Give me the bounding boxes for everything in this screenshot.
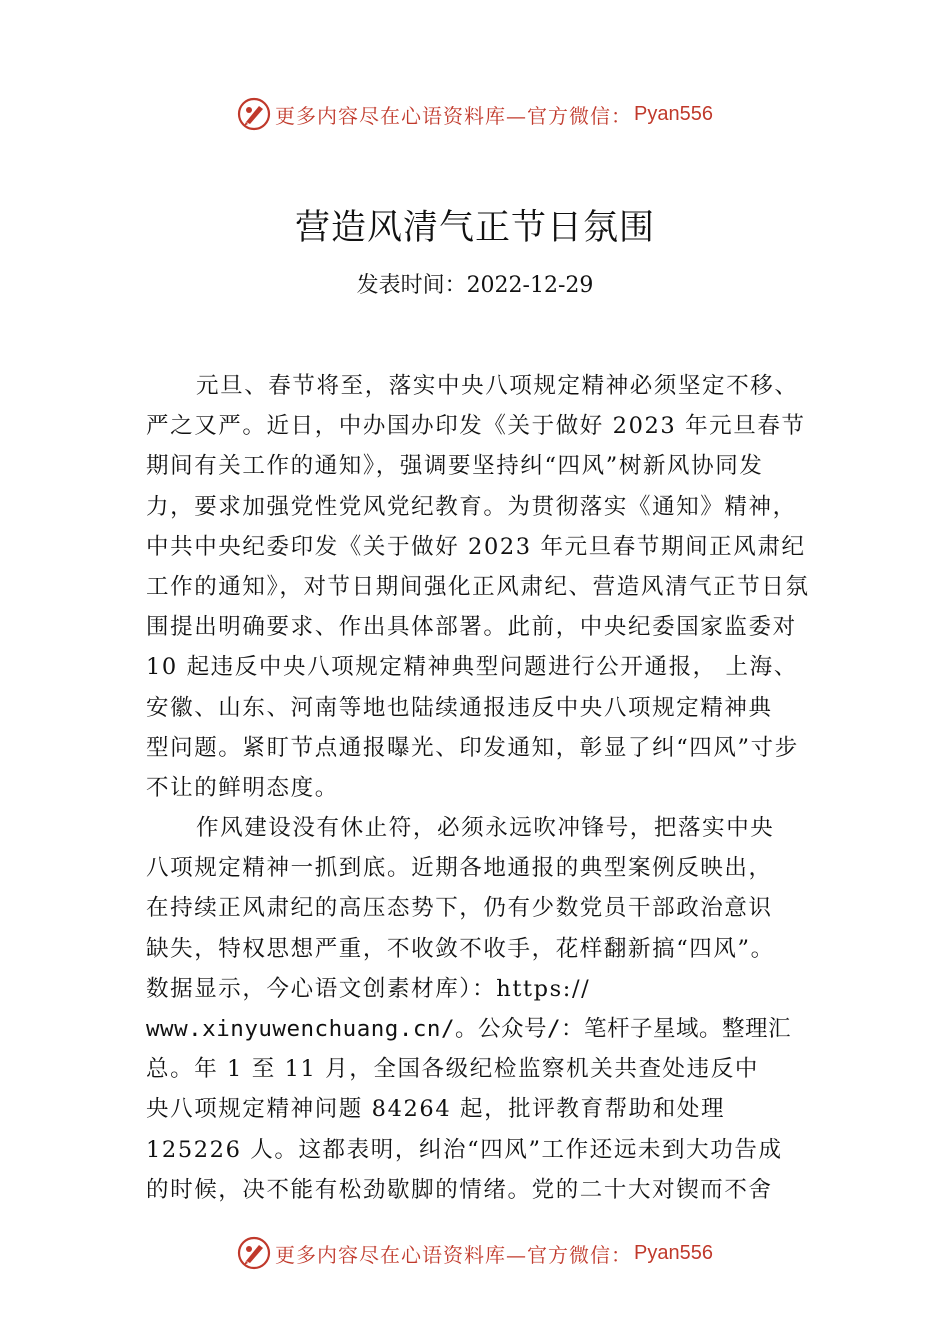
body-line: 型问题。紧盯节点通报曝光、印发通知，彰显了纠“四风”寸步 [146, 734, 799, 761]
body-line: 作风建设没有休止符，必须永远吹冲锋号，把落实中央 [196, 815, 775, 842]
body-line: 安徽、山东、河南等地也陆续通报违反中央八项规定精神典 [146, 694, 773, 721]
body-line: 在持续正风肃纪的高压态势下，仍有少数党员干部政治意识 [146, 895, 773, 922]
body-line: 缺失，特权思想严重，不收敛不收手，花样翻新搞“四风”。 [146, 935, 775, 962]
banner-text: 更多内容尽在心语资料库—官方微信： [275, 103, 633, 128]
banner-text: 更多内容尽在心语资料库—官方微信： [275, 1242, 633, 1267]
body-line: 央八项规定精神问题 84264 起，批评教育帮助和处理 [146, 1096, 726, 1123]
wechat-id: Pyan556 [634, 1241, 713, 1264]
body-line: 10 起违反中央八项规定精神典型问题进行公开通报， 上海、 [146, 654, 798, 681]
quill-pen-logo-icon [237, 97, 271, 131]
body-line: 不让的鲜明态度。 [146, 774, 339, 801]
footer-banner [0, 1233, 950, 1273]
article-title: 营造风清气正节日氛围 [294, 208, 655, 248]
body-line: 期间有关工作的通知》，强调要坚持纠“四风”树新风协同发 [146, 453, 764, 480]
body-line: 元旦、春节将至，落实中央八项规定精神必须坚定不移、 [196, 373, 799, 399]
wechat-id: Pyan556 [634, 102, 713, 125]
body-line: 中共中央纪委印发《关于做好 2023 年元旦春节期间正风肃纪 [146, 533, 806, 560]
quill-pen-logo-icon [237, 1236, 271, 1270]
body-line: 数据显示，今心语文创素材库）：https:// [146, 975, 591, 1002]
header-banner [0, 94, 950, 134]
body-line: 125226 人。这都表明，纠治“四风”工作还远未到大功告成 [146, 1136, 783, 1163]
article-body [146, 366, 836, 1210]
body-line: 严之又严。近日，中办国办印发《关于做好 2023 年元旦春节 [146, 413, 806, 440]
body-line: 八项规定精神一抓到底。近期各地通报的典型案例反映出， [146, 855, 773, 882]
body-line: 围提出明确要求、作出具体部署。此前，中央纪委国家监委对 [146, 614, 797, 641]
body-line: www.xinyuwenchuang.cn/。公众号/：笔杆子星域。整理汇 [146, 1016, 792, 1042]
publish-time: 发表时间：2022-12-29 [356, 273, 594, 298]
body-line: 的时候，决不能有松劲歇脚的情绪。党的二十大对锲而不舍 [146, 1176, 773, 1203]
body-line: 力，要求加强党性党风党纪教育。为贯彻落实《通知》精神， [146, 493, 797, 520]
body-line: 总。年 1 至 11 月，全国各级纪检监察机关共查处违反中 [146, 1056, 759, 1083]
body-line: 工作的通知》，对节日期间强化正风肃纪、营造风清气正节日氛 [146, 573, 810, 600]
